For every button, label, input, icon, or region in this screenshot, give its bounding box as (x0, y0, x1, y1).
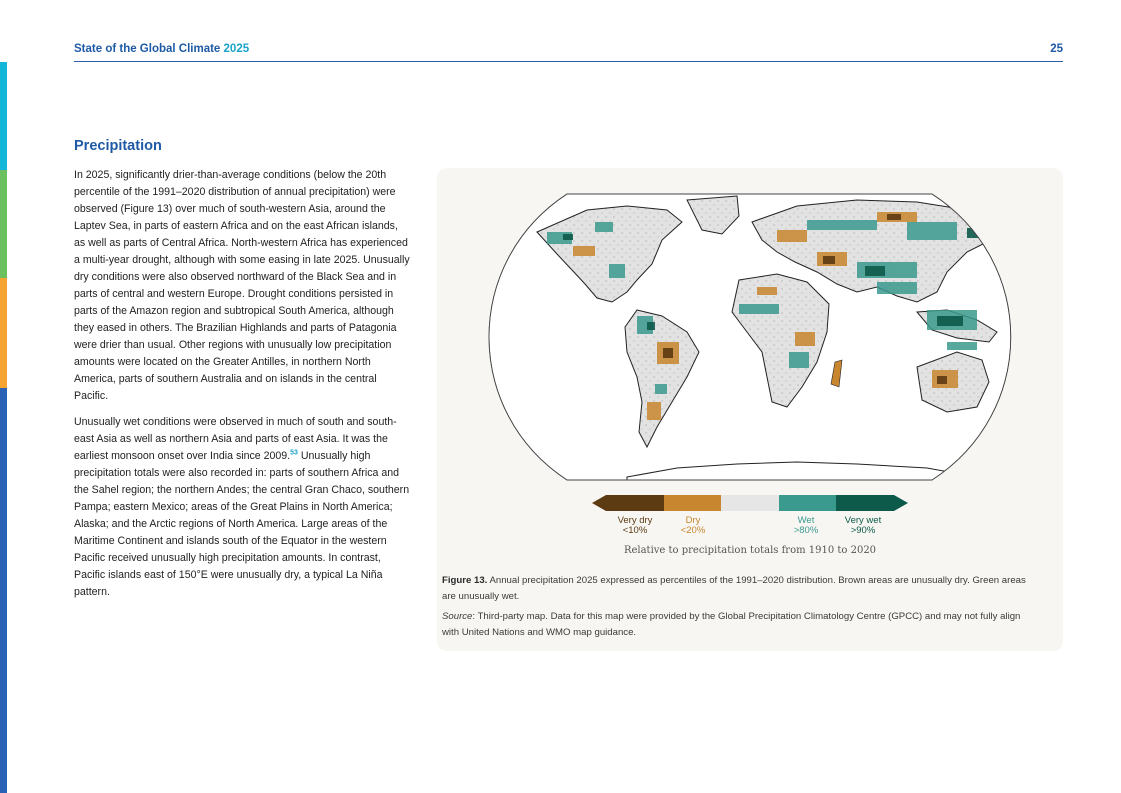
legend-very-dry-name: Very dry (617, 515, 653, 526)
legend-swatch-4 (836, 495, 894, 511)
legend-colorbar (592, 494, 908, 512)
paragraph-2-end: Unusually high precipitation totals were also recorded in: parts of southern Africa and the Sahel region; the northern Andes; the central Gran Chaco, southern Pampa; eastern Mexico; areas of the Great Plains in North America; Alaska; and the Arctic regions of North America. Large areas of the Maritime Continent and islands south of the Equator in the western Pacific received unusually high precipitation amounts. In contrast, Pacific islands east of 150°E were unusually dry, a typical La Niña pattern. (74, 450, 410, 598)
legend-very-dry-swatch (592, 495, 606, 511)
caption-source (442, 609, 1032, 641)
legend-wet-range: >80% (793, 525, 819, 536)
figure-13-box (437, 168, 1063, 651)
source-label: Source (442, 611, 473, 622)
caption-main (442, 573, 1032, 605)
caption-label: Figure 13. (442, 575, 488, 586)
footnote-ref: 53 (290, 449, 298, 457)
legend-wet-name: Wet (797, 515, 815, 526)
legend-dry-name: Dry (685, 515, 701, 526)
legend-label-dry (663, 516, 723, 536)
legend-swatch-3 (779, 495, 836, 511)
report-title-text: State of the Global Climate (74, 43, 221, 55)
legend-caption: Relative to precipitation totals from 1910 to 2020 (623, 545, 877, 556)
paragraph-2 (74, 414, 410, 601)
legend-swatch-1 (664, 495, 721, 511)
legend-label-very-wet (833, 516, 893, 536)
legend-very-wet-range: >90% (850, 525, 876, 536)
legend-label-very-dry (605, 516, 665, 536)
source-text: : Third-party map. Data for this map were provided by the Global Precipitation Climatology Centre (GPCC) and may not fully align with United Nations and WMO map guidance. (442, 611, 1021, 638)
legend-label-wet (776, 516, 836, 536)
side-bar-cyan (0, 62, 7, 170)
figure-caption (442, 573, 1032, 645)
precipitation-map (477, 192, 1023, 482)
page-number: 25 (1050, 43, 1063, 55)
caption-text: Annual precipitation 2025 expressed as percentiles of the 1991–2020 distribution. Brown areas are unusually dry. Green areas are unusually wet. (442, 575, 1026, 602)
legend-very-dry-range: <10% (622, 525, 648, 536)
side-bar-blue (0, 388, 7, 793)
side-bar-green (0, 170, 7, 278)
legend-labels (437, 516, 1063, 538)
page-header (74, 43, 1063, 62)
legend-very-wet-name: Very wet (844, 515, 882, 526)
report-year: 2025 (223, 43, 250, 55)
section-title: Precipitation (74, 138, 162, 154)
body-text (74, 167, 410, 610)
report-title (74, 43, 249, 55)
legend-swatch-0 (606, 495, 664, 511)
paragraph-1: In 2025, significantly drier-than-average conditions (below the 20th percentile of the 1991–2020 distribution of annual precipitation) were observed (Figure 13) over much of south-western Asia, around the Laptev Sea, in parts of eastern Africa and on the east African islands, as well as parts of Central Africa. North-western Africa has experienced a multi-year drought, although with some easing in late 2025. Unusually dry conditions were also observed northward of the Black Sea and in parts of central and western Europe. Drought conditions persisted in parts of the Amazon region and subtropical South America, although they eased in others. The Brazilian Highlands and parts of Patagonia were drier than usual. Other regions with unusually low precipitation amounts were located on the Greater Antilles, in northern North America, parts of southern Australia and on islands in the central Pacific. (74, 169, 410, 402)
side-bar-orange (0, 278, 7, 388)
legend-dry-range: <20% (680, 525, 706, 536)
side-color-bar (0, 62, 7, 793)
legend-swatch-2 (721, 495, 779, 511)
legend-very-wet-swatch (894, 495, 908, 511)
paragraph-2-start: Unusually wet conditions were observed in much of south and south-east Asia as well as northern Asia and parts of east Asia. It was the earliest monsoon onset over India since 2009. (74, 416, 397, 462)
